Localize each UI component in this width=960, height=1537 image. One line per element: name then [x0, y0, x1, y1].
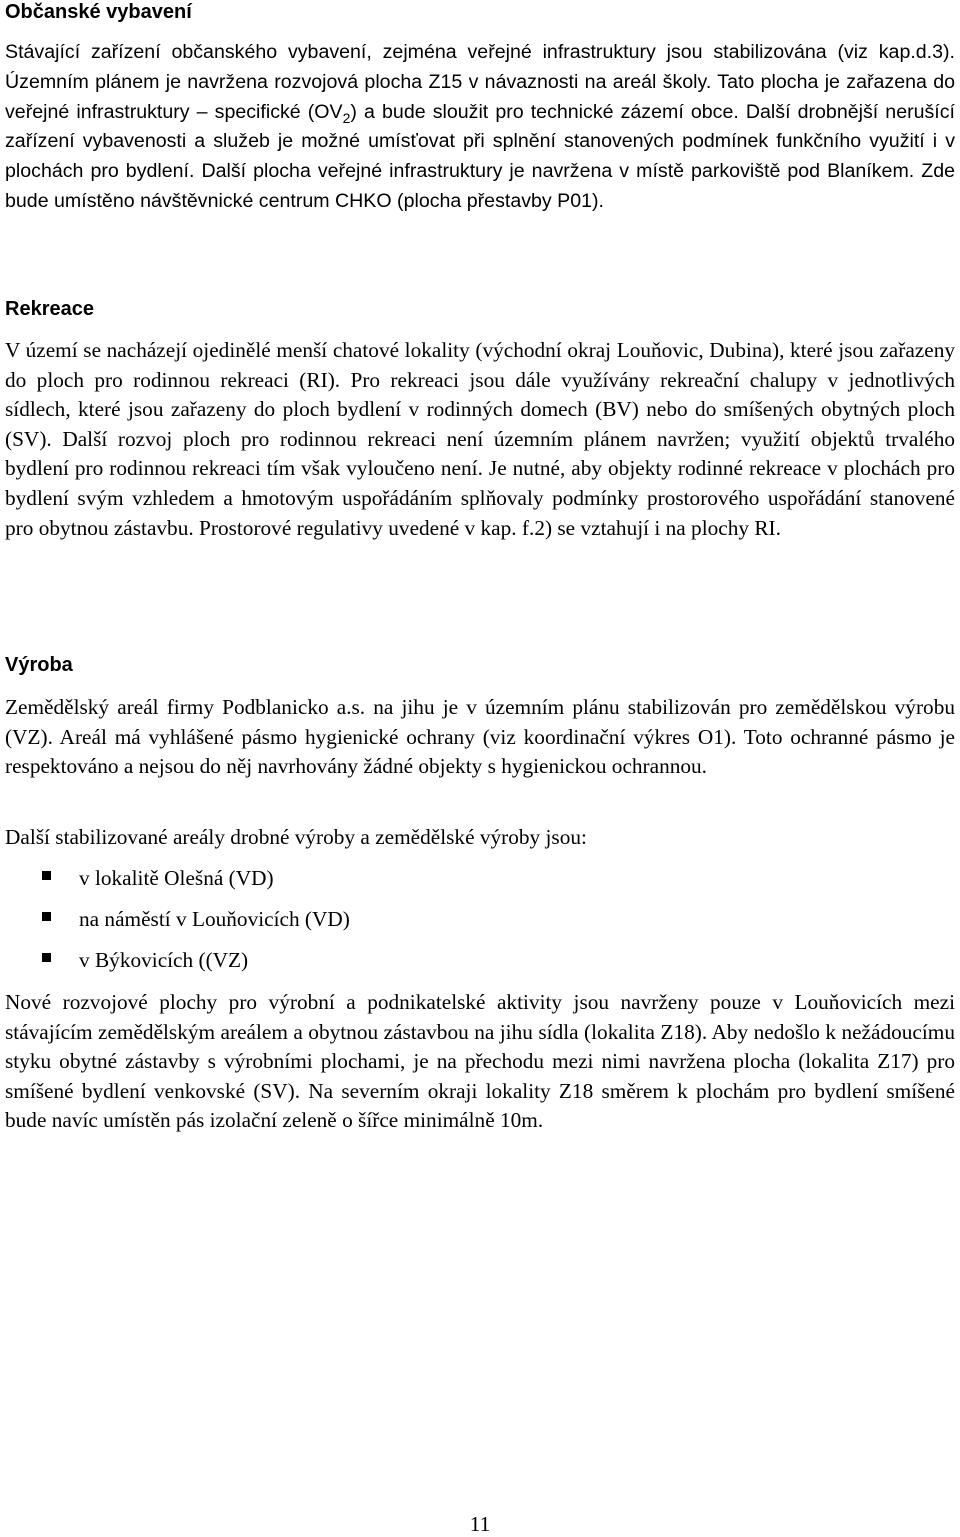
paragraph-recreation: V území se nacházejí ojedinělé menší chatové lokality (východní okraj Louňovic, Dubina), které jsou zařazeny do ploch pro rodinnou rekreaci (RI). Pro rekreaci jsou dále využívány rekreační chalupy v jednotlivých sídlech, které jsou zařazeny do ploch bydlení v rodinných domech (BV) nebo do smíšených obytných ploch (SV). Další rozvoj ploch pro rodinnou rekreaci není územním plánem navržen; využití objektů trvalého bydlení pro rodinnou rekreaci tím však vyloučeno není. Je nutné, aby objekty rodinné rekreace v plochách pro bydlení svým vzhledem a hmotovým uspořádáním splňovaly podmínky prostorového uspořádání stanovené pro obytnou zástavbu. Prostorové regulativy uvedené v kap. f.2) se vztahují i na plochy RI. — [5, 338, 955, 540]
section-title-recreation: Rekreace — [5, 298, 94, 320]
paragraph-production-2: Další stabilizované areály drobné výroby a zemědělské výroby jsou: — [5, 825, 587, 849]
page-number: 11 — [469, 1512, 491, 1536]
subscript-two: 2 — [342, 109, 351, 126]
paragraph-civic-part-a: Stávající zařízení občanského vybavení, zejména veřejné infrastruktury jsou stabilizována (viz kap.d.3). Územním plánem je navržena rozvojová plocha Z15 v návaznosti na areál školy. Tato plocha je zařazena do veřejné infrastruktury – specifické (OV — [5, 41, 955, 123]
paragraph-civic-part-b: ) a bude sloužit pro technické zázemí obce. Další drobnější nerušící zařízení vybavenosti a služeb je možné umísťovat při splnění stanovených podmínek funkčního využití i v plochách pro bydlení. Další plocha veřejné infrastruktury je navržena v místě parkoviště pod Blaníkem. Zde bude umístěno návštěvnické centrum CHKO (plocha přestavby P01). — [5, 100, 955, 212]
square-bullet-icon — [42, 912, 51, 921]
list-item-label: v lokalitě Olešná (VD) — [79, 866, 274, 890]
paragraph-production-3: Nové rozvojové plochy pro výrobní a podnikatelské aktivity jsou navrženy pouze v Louňovicích mezi stávajícím zemědělským areálem a obytnou zástavbou na jihu sídla (lokalita Z18). Aby nedošlo k nežádoucímu styku obytné zástavby s výrobními plochami, je na přechodu mezi nimi navržena plocha (lokalita Z17) pro smíšené bydlení venkovské (SV). Na severním okraji lokality Z18 směrem k plochám pro bydlení smíšené bude navíc umístěn pás izolační zeleně o šířce minimálně 10m. — [5, 990, 955, 1133]
list-item-label: v Býkovicích ((VZ) — [79, 948, 249, 972]
paragraph-civic — [5, 38, 955, 217]
square-bullet-icon — [42, 953, 51, 962]
paragraph-production-1: Zemědělský areál firmy Podblanicko a.s. na jihu je v územním plánu stabilizován pro zemědělskou výrobu (VZ). Areál má vyhlášené pásmo hygienické ochrany (viz koordinační výkres O1). Toto ochranné pásmo je respektováno a nejsou do něj navrhovány žádné objekty s hygienickou ochrannou. — [5, 695, 955, 779]
list-item — [5, 899, 955, 940]
list-item-label: na náměstí v Louňovicích (VD) — [79, 907, 350, 931]
production-bullet-list — [5, 858, 955, 981]
section-title-civic: Občanské vybavení — [5, 1, 192, 23]
list-item — [5, 940, 955, 981]
list-item — [5, 858, 955, 899]
square-bullet-icon — [42, 871, 51, 880]
section-title-production: Výroba — [5, 654, 73, 676]
